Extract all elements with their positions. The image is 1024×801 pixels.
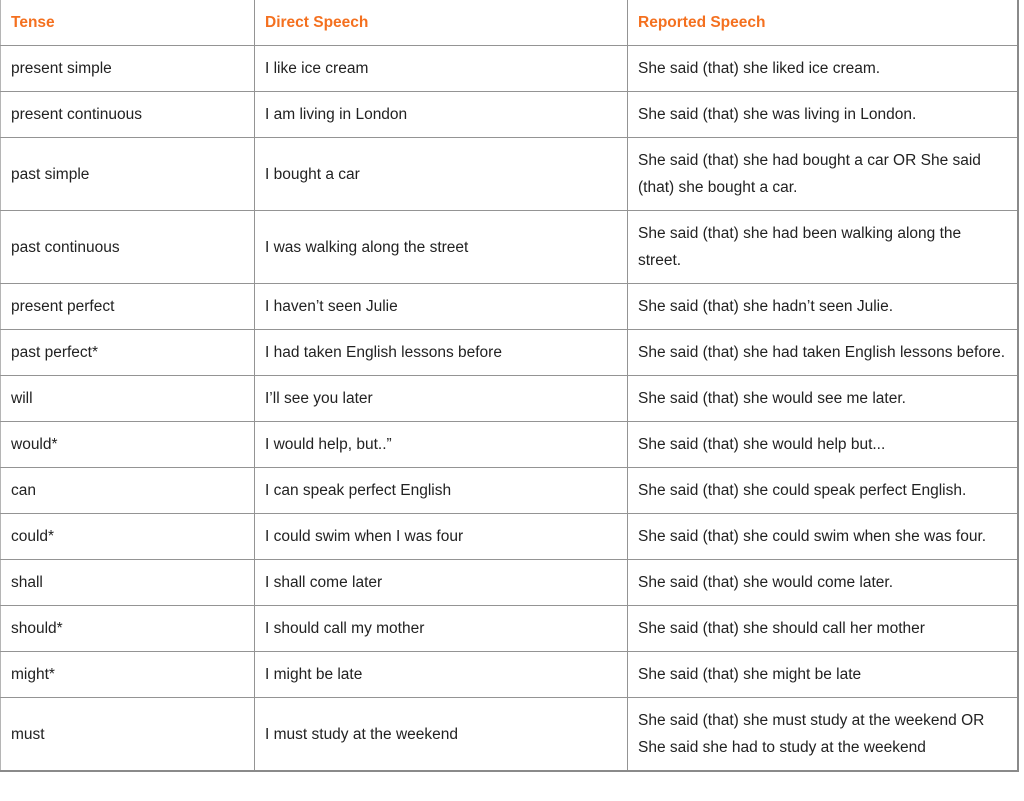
direct-speech-cell: I was walking along the street: [255, 211, 628, 284]
table-row: [1, 468, 1018, 514]
tense-cell: should*: [1, 606, 255, 652]
reported-speech-cell: She said (that) she had taken English lessons before.: [628, 330, 1018, 376]
direct-speech-cell: I like ice cream: [255, 46, 628, 92]
table-row: [1, 46, 1018, 92]
reported-speech-cell: She said (that) she was living in London.: [628, 92, 1018, 138]
reported-speech-cell: She said (that) she had bought a car OR She said (that) she bought a car.: [628, 138, 1018, 211]
tense-cell: could*: [1, 514, 255, 560]
tense-cell: shall: [1, 560, 255, 606]
column-header-direct-speech: Direct Speech: [255, 0, 628, 46]
table-row: [1, 514, 1018, 560]
tense-cell: past perfect*: [1, 330, 255, 376]
table-row: [1, 376, 1018, 422]
reported-speech-cell: She said (that) she would come later.: [628, 560, 1018, 606]
tense-cell: must: [1, 698, 255, 772]
reported-speech-cell: She said (that) she liked ice cream.: [628, 46, 1018, 92]
tense-cell: can: [1, 468, 255, 514]
direct-speech-cell: I’ll see you later: [255, 376, 628, 422]
table-row: [1, 422, 1018, 468]
direct-speech-cell: I could swim when I was four: [255, 514, 628, 560]
reported-speech-cell: She said (that) she must study at the weekend OR She said she had to study at the weekend: [628, 698, 1018, 772]
column-header-tense: Tense: [1, 0, 255, 46]
reported-speech-cell: She said (that) she would see me later.: [628, 376, 1018, 422]
table-row: [1, 560, 1018, 606]
direct-speech-cell: I had taken English lessons before: [255, 330, 628, 376]
direct-speech-cell: I haven’t seen Julie: [255, 284, 628, 330]
table-row: [1, 330, 1018, 376]
table-row: [1, 698, 1018, 772]
reported-speech-cell: She said (that) she had been walking along the street.: [628, 211, 1018, 284]
table-row: [1, 606, 1018, 652]
direct-speech-cell: I am living in London: [255, 92, 628, 138]
reported-speech-cell: She said (that) she should call her mother: [628, 606, 1018, 652]
direct-speech-cell: I can speak perfect English: [255, 468, 628, 514]
tense-cell: present continuous: [1, 92, 255, 138]
table-row: [1, 92, 1018, 138]
tense-cell: past simple: [1, 138, 255, 211]
table-header-row: [1, 0, 1018, 46]
direct-speech-cell: I shall come later: [255, 560, 628, 606]
tense-cell: will: [1, 376, 255, 422]
direct-speech-cell: I must study at the weekend: [255, 698, 628, 772]
tense-cell: present perfect: [1, 284, 255, 330]
table-row: [1, 138, 1018, 211]
tense-cell: would*: [1, 422, 255, 468]
table-row: [1, 652, 1018, 698]
reported-speech-cell: She said (that) she might be late: [628, 652, 1018, 698]
reported-speech-cell: She said (that) she hadn’t seen Julie.: [628, 284, 1018, 330]
reported-speech-cell: She said (that) she could swim when she was four.: [628, 514, 1018, 560]
reported-speech-cell: She said (that) she could speak perfect English.: [628, 468, 1018, 514]
direct-speech-cell: I bought a car: [255, 138, 628, 211]
tense-cell: past continuous: [1, 211, 255, 284]
reported-speech-cell: She said (that) she would help but...: [628, 422, 1018, 468]
direct-speech-cell: I would help, but..”: [255, 422, 628, 468]
column-header-reported-speech: Reported Speech: [628, 0, 1018, 46]
table-body: [1, 46, 1018, 772]
direct-speech-cell: I should call my mother: [255, 606, 628, 652]
table-row: [1, 211, 1018, 284]
tense-cell: might*: [1, 652, 255, 698]
tense-cell: present simple: [1, 46, 255, 92]
direct-speech-cell: I might be late: [255, 652, 628, 698]
table-row: [1, 284, 1018, 330]
